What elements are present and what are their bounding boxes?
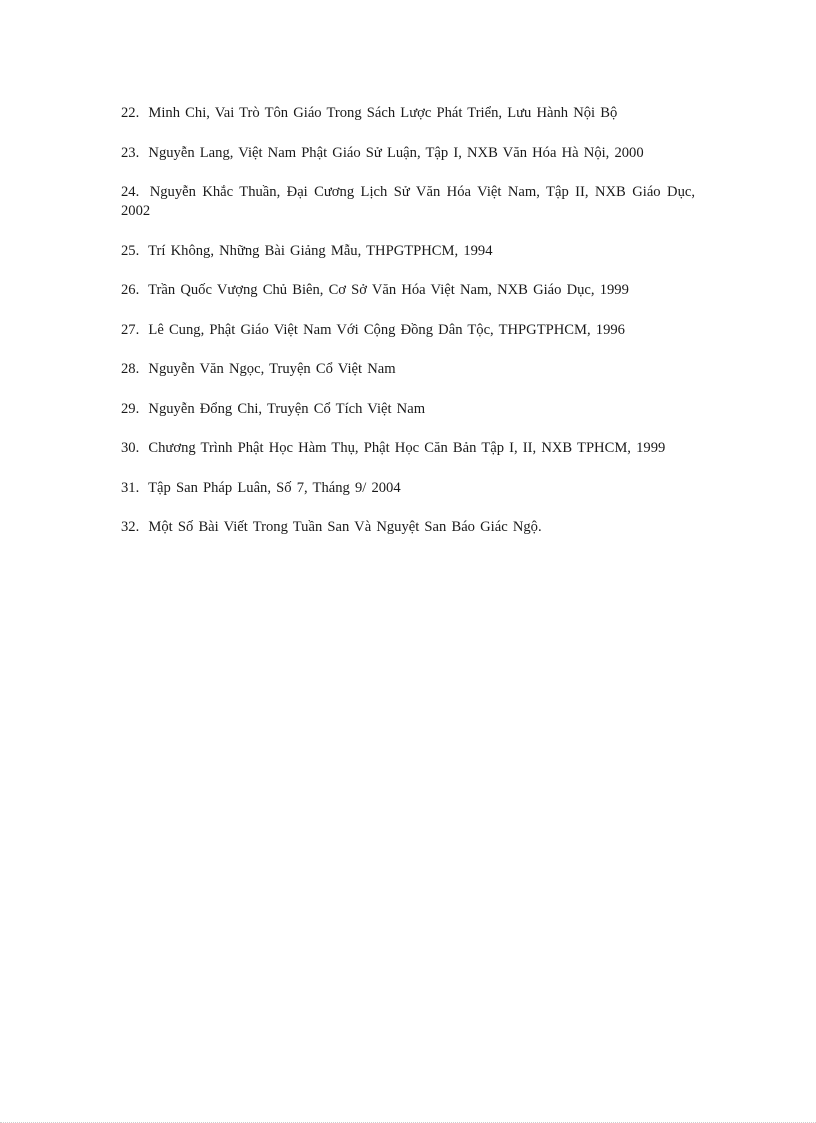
reference-item bbox=[121, 439, 695, 458]
reference-text: Nguyễn Văn Ngọc, Truyện Cổ Việt Nam bbox=[148, 361, 396, 377]
reference-number: 25. bbox=[121, 242, 140, 259]
reference-number: 30. bbox=[121, 440, 140, 456]
reference-text: Nguyễn Lang, Việt Nam Phật Giáo Sử Luận, Tập I, NXB Văn Hóa Hà Nội, 2000 bbox=[148, 144, 644, 161]
reference-item bbox=[121, 183, 695, 221]
reference-item bbox=[121, 104, 695, 123]
reference-number: 23. bbox=[121, 144, 140, 161]
reference-text: Lê Cung, Phật Giáo Việt Nam Với Cộng Đồng Dân Tộc, THPGTPHCM, 1996 bbox=[148, 321, 625, 338]
reference-number: 22. bbox=[121, 105, 140, 121]
reference-text: Một Số Bài Viết Trong Tuần San Và Nguyệt San Báo Giác Ngộ. bbox=[148, 519, 542, 535]
reference-item bbox=[121, 518, 695, 537]
reference-number: 29. bbox=[121, 400, 140, 417]
reference-number: 27. bbox=[121, 321, 140, 338]
reference-item bbox=[121, 479, 695, 498]
reference-item bbox=[121, 321, 695, 340]
reference-item bbox=[121, 400, 695, 419]
reference-number: 32. bbox=[121, 519, 140, 535]
reference-number: 31. bbox=[121, 479, 140, 496]
reference-item bbox=[121, 281, 695, 300]
reference-item bbox=[121, 242, 695, 261]
reference-list bbox=[121, 104, 695, 558]
reference-text: Tập San Pháp Luân, Số 7, Tháng 9/ 2004 bbox=[148, 479, 401, 496]
reference-item bbox=[121, 360, 695, 379]
reference-number: 24. bbox=[121, 184, 140, 200]
reference-text: Minh Chi, Vai Trò Tôn Giáo Trong Sách Lược Phát Triển, Lưu Hành Nội Bộ bbox=[148, 105, 618, 121]
reference-text: Trần Quốc Vượng Chủ Biên, Cơ Sở Văn Hóa Việt Nam, NXB Giáo Dục, 1999 bbox=[148, 282, 629, 298]
reference-text: Nguyễn Đổng Chi, Truyện Cổ Tích Việt Nam bbox=[148, 400, 426, 417]
reference-text: Trí Không, Những Bài Giảng Mẫu, THPGTPHCM, 1994 bbox=[148, 242, 493, 259]
reference-number: 28. bbox=[121, 361, 140, 377]
reference-item bbox=[121, 144, 695, 163]
reference-text: Nguyễn Khắc Thuần, Đại Cương Lịch Sử Văn Hóa Việt Nam, Tập II, NXB Giáo Dục, 2002 bbox=[121, 184, 695, 219]
reference-number: 26. bbox=[121, 282, 140, 298]
reference-text: Chương Trình Phật Học Hàm Thụ, Phật Học Căn Bản Tập I, II, NXB TPHCM, 1999 bbox=[148, 440, 666, 456]
